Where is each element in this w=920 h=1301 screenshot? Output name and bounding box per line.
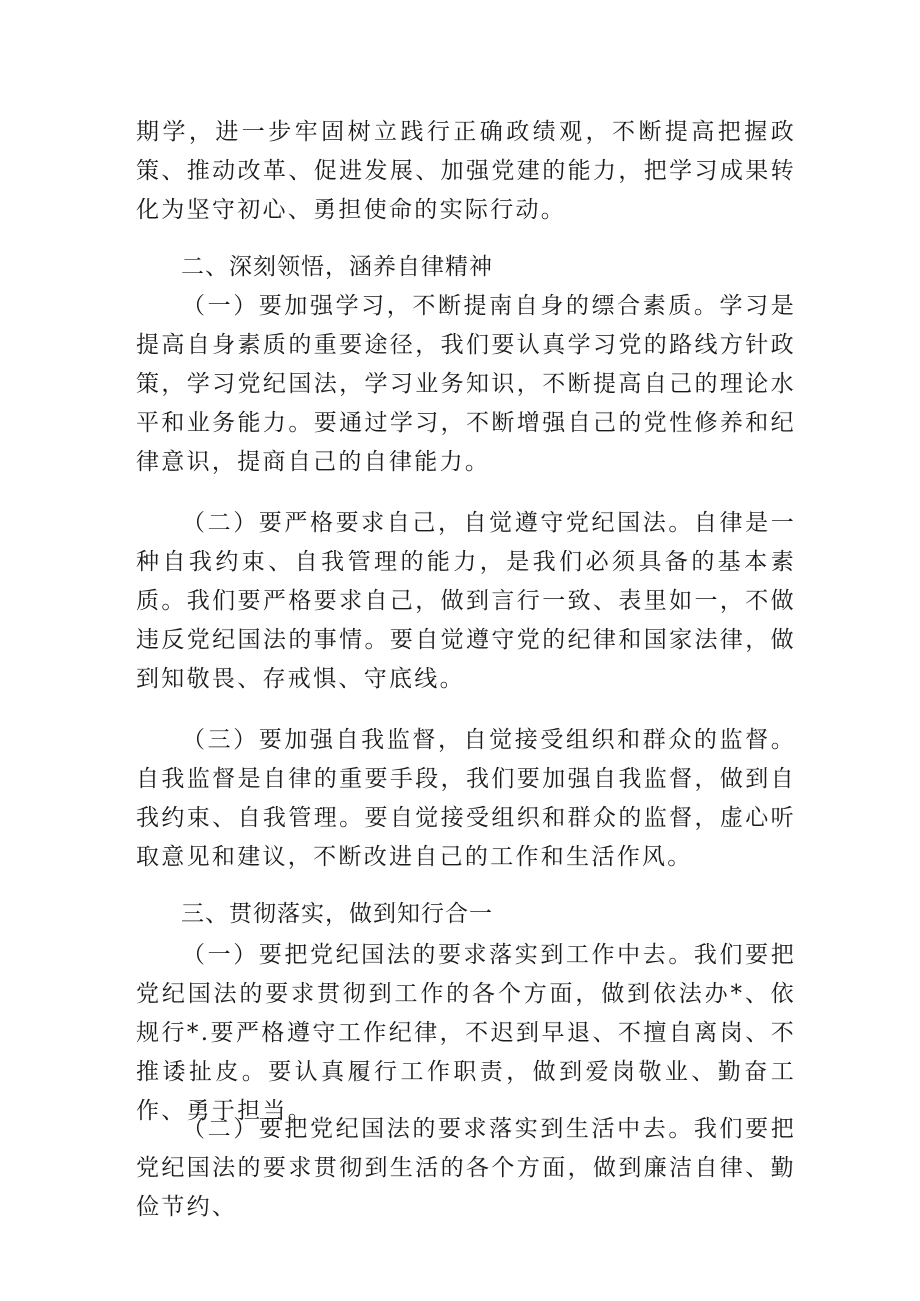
continued-paragraph: 期学，进一步牢固树立践行正确政绩观，不断提高把握政策、推动改革、促进发展、加强党建的能力，把学习成果转化为坚守初心、勇担使命的实际行动。 (136, 119, 796, 223)
section-2-paragraph-2: （二）要严格要求自己，自觉遵守党纪国法。自律是一种自我约束、自我管理的能力，是我们必须具备的基本素质。我们要严格要求自己，做到言行一致、表里如一，不做违反党纪国法的事情。要自觉遵守党的纪律和国家法律，做到知敬畏、存戒惧、守底线。 (136, 510, 796, 692)
section-2-heading: 二、深刻领悟，涵养自律精神 (181, 254, 493, 280)
section-3-paragraph-1: （一）要把党纪国法的要求落实到工作中去。我们要把党纪国法的要求贯彻到工作的各个方面，做到依法办*、依规行*.要严格遵守工作纪律，不迟到早退、不擅自离岗、不推诿扯皮。要认真履行工作职责，做到爱岗敬业、勤奋工作、勇于担当。 (136, 942, 796, 1124)
section-3-paragraph-2: （二）要把党纪国法的要求落实到生活中去。我们要把党纪国法的要求贯彻到生活的各个方面，做到廉洁自律、勤俭节约、 (136, 1116, 796, 1220)
section-3-heading: 三、贯彻落实，做到知行合一 (181, 901, 493, 927)
section-2-paragraph-1: （一）要加强学习，不断提南自身的缥合素质。学习是提高自身素质的重要途径，我们要认真学习党的路线方针政策，学习党纪国法，学习业务知识，不断提高自己的理论水平和业务能力。要通过学习，不断增强自己的党性修养和纪律意识，提商自己的自律能力。 (136, 293, 796, 475)
section-2-paragraph-3: （三）要加强自我监督，自觉接受组织和群众的监督。自我监督是自律的重要手段，我们要加强自我监督，做到自我约束、自我管理。要自觉接受组织和群众的监督，虚心听取意见和建议，不断改进自己的工作和生活作风。 (136, 727, 796, 870)
